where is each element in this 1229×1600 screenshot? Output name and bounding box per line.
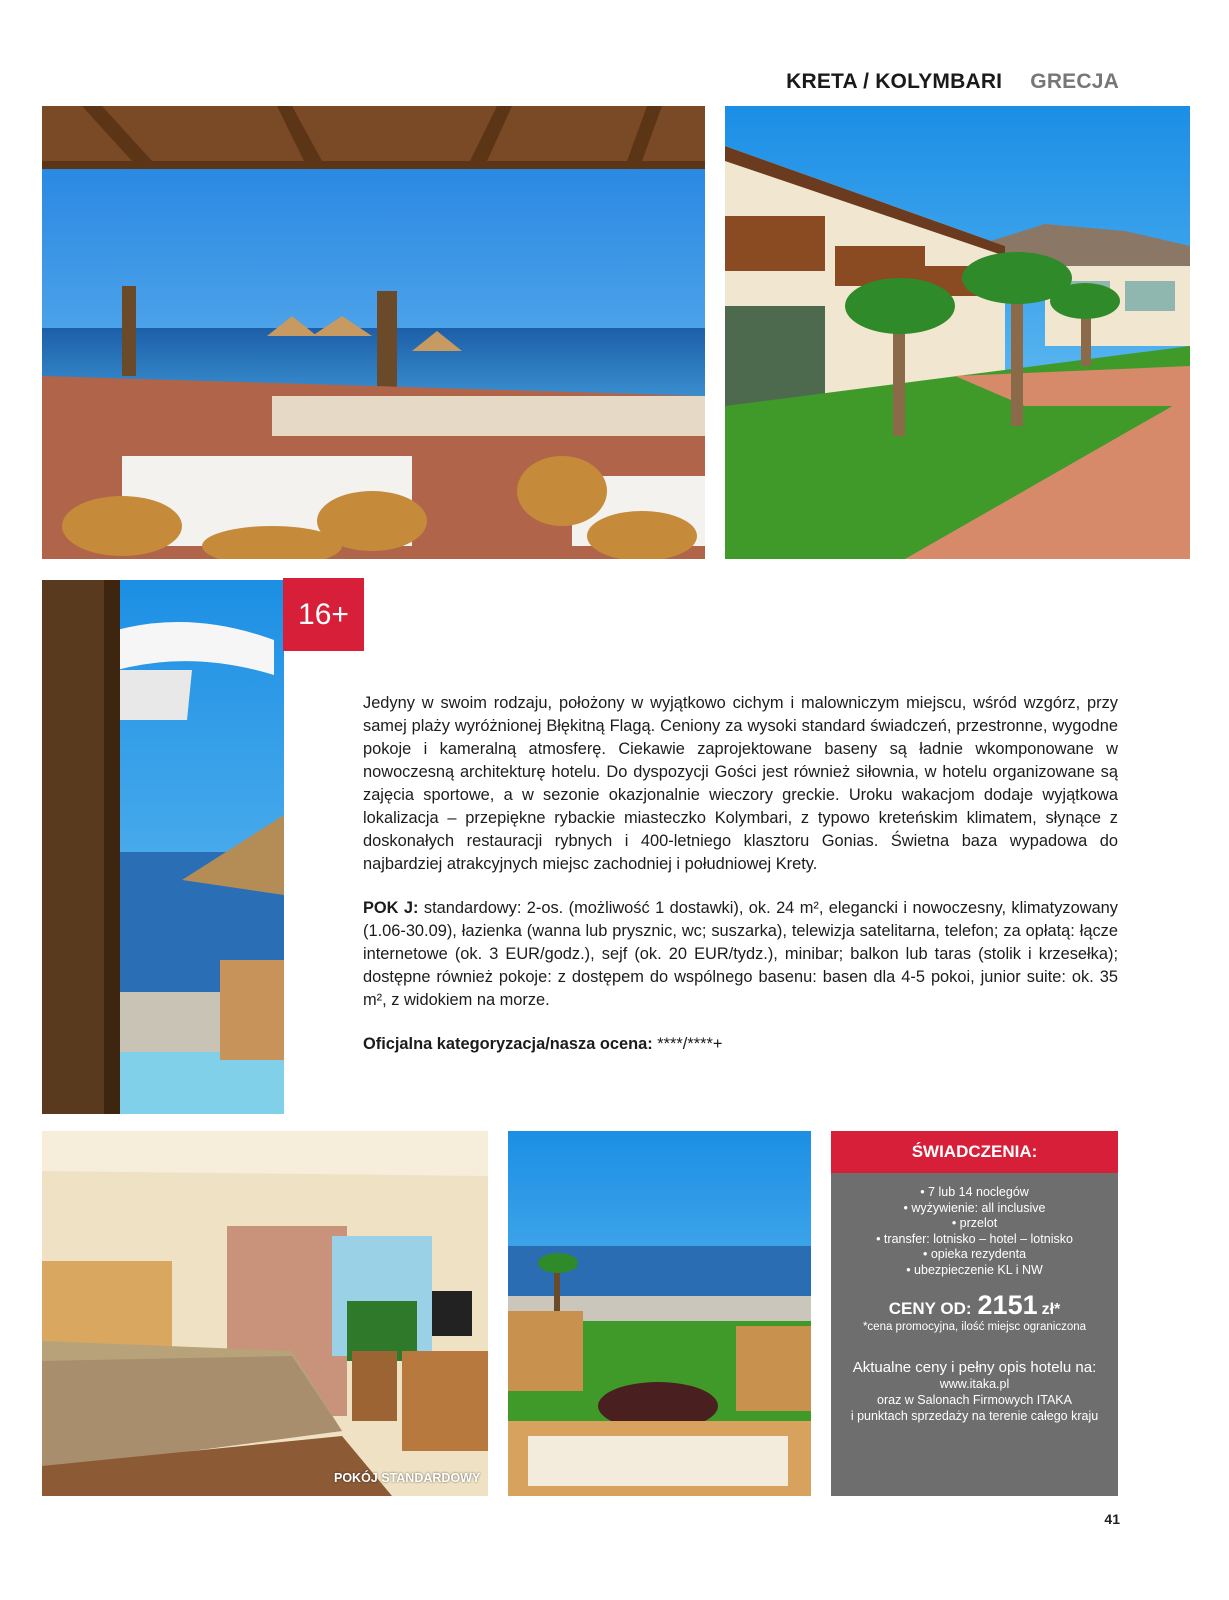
photo-caption: POKÓJ STANDARDOWY	[334, 1471, 481, 1485]
rating-line	[363, 1033, 1118, 1056]
list-item: • opieka rezydenta	[922, 1247, 1027, 1261]
standard-room-photo	[42, 1131, 488, 1496]
page-header	[786, 70, 1119, 94]
seaside-lounge-photo	[508, 1131, 811, 1496]
list-item: • 7 lub 14 noclegów	[920, 1185, 1029, 1199]
list-item: • transfer: lotnisko – hotel – lotnisko	[876, 1231, 1073, 1246]
info-line: i punktach sprzedaży na terenie całego kraju	[850, 1409, 1099, 1423]
benefits-title: ŚWIADCZENIA:	[831, 1131, 1118, 1173]
room-label: POK J:	[363, 899, 419, 917]
page-number: 41	[1104, 1511, 1120, 1527]
hotel-description	[363, 692, 1118, 1077]
room-text: standardowy: 2-os. (możliwość 1 dostawki), ok. 24 m², elegancki i nowoczesny, klimatyzowany (1.06-30.09), łazienka (wanna lub prysznic, wc; suszarka), telewizja satelitarna, telefon; za opłatą: łącze internetowe (ok. 3 EUR/godz.), sejf (ok. 20 EUR/tydz.), minibar; balkon lub taras (stolik i krzesełka); dostępne również pokoje: z dostępem do wspólnego basenu: basen dla 4-5 pokoi, junior suite: ok. 35 m², z widokiem na morze.	[363, 899, 1118, 1009]
region-title: KRETA / KOLYMBARI	[786, 70, 1003, 93]
price-label: CENY OD:	[888, 1299, 972, 1318]
benefits-list	[831, 1185, 1118, 1278]
benefits-panel	[831, 1131, 1118, 1496]
list-item: • wyżywienie: all inclusive	[903, 1200, 1046, 1215]
rating-value: ****/****+	[652, 1035, 723, 1053]
price-row	[831, 1290, 1118, 1321]
list-item: • ubezpieczenie KL i NW	[906, 1262, 1043, 1277]
price-unit: zł*	[1041, 1301, 1061, 1318]
terrace-restaurant-photo	[42, 106, 705, 559]
promo-note: *cena promocyjna, ilość miejsc ograniczona	[862, 1321, 1087, 1333]
list-item: • przelot	[951, 1216, 998, 1230]
info-title: Aktualne ceny i pełny opis hotelu na:	[852, 1359, 1097, 1376]
price-value: 2151	[977, 1290, 1038, 1320]
description-paragraph: Jedyny w swoim rodzaju, położony w wyjątkowo cichym i malowniczym miejscu, wśród wzgórz, przy samej plaży wyróżnionej Błękitną Flagą. Ceniony za wysoki standard świadczeń, przestronne, wygodne pokoje i kameralną atmosferę. Ciekawie zaprojektowane baseny są ładnie wkomponowane w nowoczesną architekturę hotelu. Do dyspozycji Gości jest również siłownia, w hotelu organizowane są zajęcia sportowe, a w sezonie okazjonalnie wieczory greckie. Uroku wakacjom dodaje wyjątkowa lokalizacja – przepiękne rybackie miasteczko Kolymbari, z typowo kreteńskim klimatem, słynące z doskonałych restauracji rybnych i 400-letniego klasztoru Gonias. Świetna baza wypadowa do najbardziej atrakcyjnych miejsc zachodniej i południowej Krety.	[363, 694, 1118, 873]
rating-label: Oficjalna kategoryzacja/nasza ocena:	[363, 1035, 653, 1053]
hotel-garden-photo	[725, 106, 1190, 559]
age-restriction-badge: 16+	[283, 578, 364, 651]
website-link[interactable]: www.itaka.pl	[939, 1377, 1010, 1391]
country-title: GRECJA	[1030, 70, 1119, 93]
info-line: oraz w Salonach Firmowych ITAKA	[877, 1393, 1072, 1407]
window-sea-view-photo	[42, 580, 284, 1114]
room-description	[363, 897, 1118, 1012]
